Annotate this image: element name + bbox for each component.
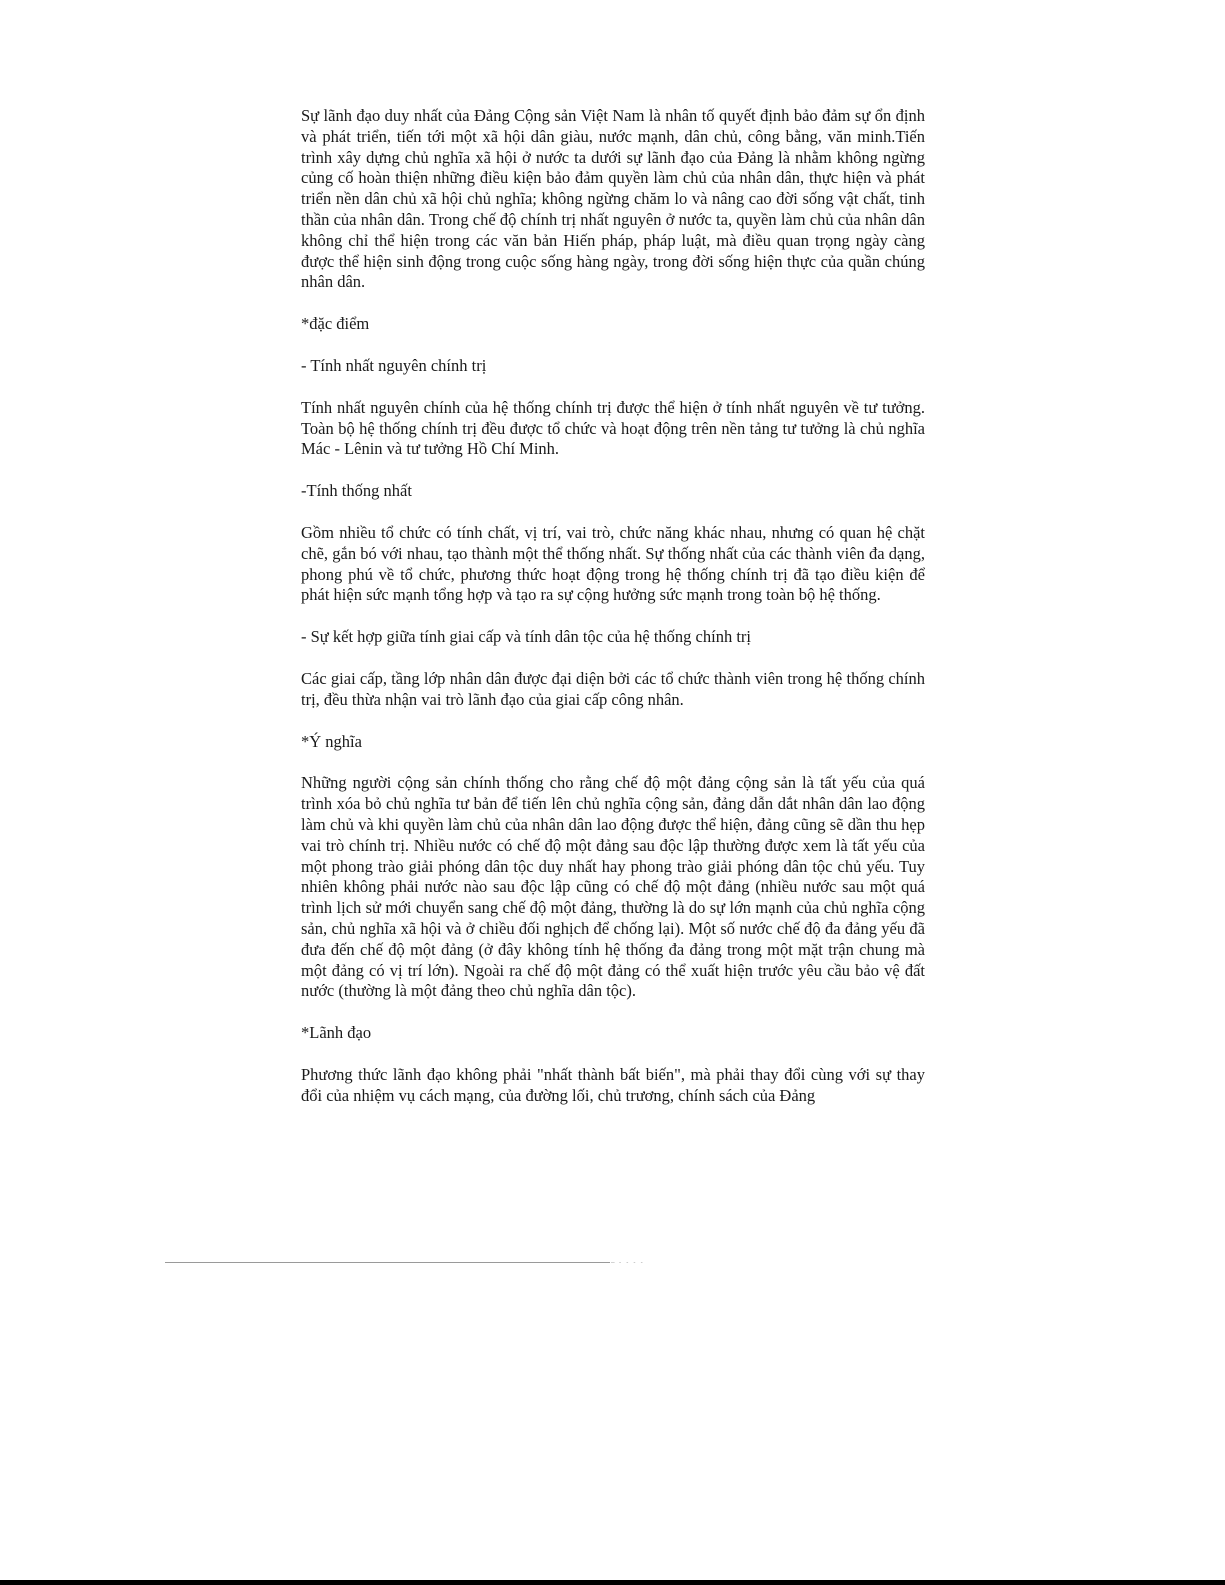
- paragraph-ket-hop: Các giai cấp, tầng lớp nhân dân được đại diện bởi các tổ chức thành viên trong hệ thống chính trị, đều thừa nhận vai trò lãnh đạo của giai cấp công nhân.: [301, 668, 925, 709]
- bottom-edge-bar: [0, 1580, 1225, 1585]
- document-page: [301, 106, 925, 1127]
- paragraph-tinh-nhat-nguyen: Tính nhất nguyên chính của hệ thống chính trị được thể hiện ở tính nhất nguyên về tư tưởng. Toàn bộ hệ thống chính trị đều được tổ chức và hoạt động trên nền tảng tư tưởng là chủ nghĩa Mác - Lênin và tư tưởng Hồ Chí Minh.: [301, 397, 925, 459]
- footnote-divider: [165, 1262, 610, 1263]
- heading-y-nghia: *Ý nghĩa: [301, 731, 362, 751]
- subheading-ket-hop: - Sự kết hợp giữa tính giai cấp và tính dân tộc của hệ thống chính trị: [301, 627, 752, 647]
- paragraph-tinh-thong-nhat: Gồm nhiều tổ chức có tính chất, vị trí, vai trò, chức năng khác nhau, nhưng có quan hệ chặt chẽ, gắn bó với nhau, tạo thành một thể thống nhất. Sự thống nhất của các thành viên đa dạng, phong phú về tổ chức, phương thức hoạt động trong hệ thống chính trị đã tạo điều kiện để phát hiện sức mạnh tổng hợp và tạo ra sự cộng hưởng sức mạnh trong toàn bộ hệ thống.: [301, 522, 925, 605]
- paragraph-leadership-intro: Sự lãnh đạo duy nhất của Đảng Cộng sản Việt Nam là nhân tố quyết định bảo đảm sự ổn định và phát triển, tiến tới một xã hội dân giàu, nước mạnh, dân chủ, công bằng, văn minh.Tiến trình xây dựng chủ nghĩa xã hội ở nước ta dưới sự lãnh đạo của Đảng là nhằm không ngừng củng cố hoàn thiện những điều kiện bảo đảm quyền làm chủ của nhân dân, thực hiện và phát triển nền dân chủ xã hội chủ nghĩa; không ngừng chăm lo và nâng cao đời sống vật chất, tinh thần của nhân dân. Trong chế độ chính trị nhất nguyên ở nước ta, quyền làm chủ của nhân dân không chỉ thể hiện trong các văn bản Hiến pháp, pháp luật, mà điều quan trọng ngày càng được thể hiện sinh động trong cuộc sống hàng ngày, trong đời sống hiện thực của quần chúng nhân dân.: [301, 106, 925, 292]
- heading-lanh-dao: *Lãnh đạo: [301, 1023, 372, 1043]
- paragraph-y-nghia: Những người cộng sản chính thống cho rằng chế độ một đảng cộng sản là tất yếu của quá trình xóa bỏ chủ nghĩa tư bản để tiến lên chủ nghĩa cộng sản, đảng dẫn dắt nhân dân lao động làm chủ và khi quyền làm chủ của nhân dân lao động được thể hiện, đảng cũng sẽ dần thu hẹp vai trò chính trị. Nhiều nước có chế độ một đảng sau độc lập thường được xem là tất yếu của một phong trào giải phóng dân tộc duy nhất hay phong trào giải phóng dân tộc chủ yếu. Tuy nhiên không phải nước nào sau độc lập cũng có chế độ một đảng (nhiều nước sau một quá trình lịch sử mới chuyển sang chế độ một đảng, thường là do sự lớn mạnh của chủ nghĩa cộng sản, chủ nghĩa xã hội và ở chiều đối nghịch để chống lại). Một số nước chế độ đa đảng yếu đã đưa đến chế độ một đảng (ở đây không tính hệ thống đa đảng trong một mặt trận chung mà một đảng có vị trí lớn). Ngoài ra chế độ một đảng có thể xuất hiện trước yêu cầu bảo vệ đất nước (thường là một đảng theo chủ nghĩa dân tộc).: [301, 773, 925, 1001]
- subheading-tinh-thong-nhat: -Tính thống nhất: [301, 481, 412, 501]
- paragraph-lanh-dao: Phương thức lãnh đạo không phải "nhất thành bất biến", mà phải thay đổi cùng với sự thay đổi của nhiệm vụ cách mạng, của đường lối, chủ trương, chính sách của Đảng: [301, 1064, 925, 1105]
- subheading-tinh-nhat-nguyen: - Tính nhất nguyên chính trị: [301, 355, 487, 375]
- divider-mark: — - - - -: [611, 1259, 644, 1266]
- heading-dac-diem: *đặc điểm: [301, 314, 370, 334]
